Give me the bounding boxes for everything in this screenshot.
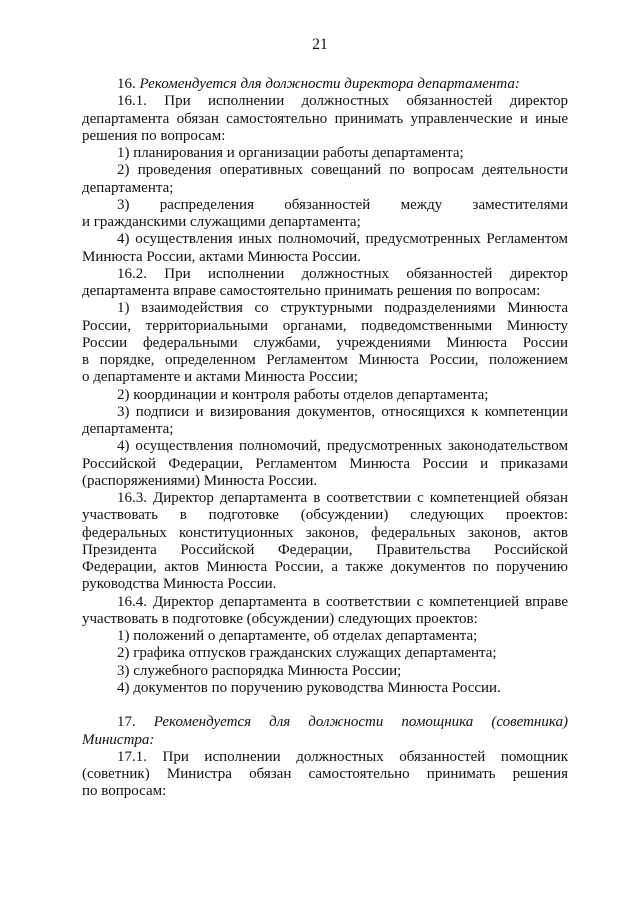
- line-text: Минюста России, актами Минюста России.: [82, 248, 361, 265]
- line-text: федеральных конституционных законов, федеральных законов, актов: [82, 524, 568, 541]
- text-line: [82, 576, 568, 593]
- paragraph-gap: [82, 697, 568, 714]
- text-line: [82, 714, 568, 731]
- line-text: 16.3. Директор департамента в соответствии с компетенцией обязан: [117, 490, 568, 506]
- line-text: 2) графика отпусков гражданских служащих департамента;: [117, 645, 497, 662]
- text-line: [82, 128, 568, 145]
- text-line: [82, 490, 568, 507]
- line-text: участвовать в подготовке (обсуждении) следующих проектов:: [82, 610, 478, 627]
- section-number: 17.: [117, 714, 154, 731]
- text-line: [82, 369, 568, 386]
- paragraph: [82, 145, 568, 162]
- line-text: 1) планирования и организации работы департамента;: [117, 145, 464, 161]
- text-line: [82, 438, 568, 455]
- paragraph: [82, 490, 568, 594]
- text-line: [82, 352, 568, 369]
- text-line: [82, 663, 568, 680]
- line-text: Российской Федерации, Регламентом Минюста России и приказами: [82, 455, 568, 472]
- text-line: [82, 594, 568, 611]
- text-line: [82, 318, 568, 335]
- paragraph: [82, 680, 568, 697]
- text-line: [82, 93, 568, 110]
- line-text: департамента;: [82, 179, 174, 196]
- text-line: [82, 214, 568, 231]
- text-line: [82, 162, 568, 179]
- line-text: 3) подписи и визирования документов, относящихся к компетенции: [117, 403, 568, 420]
- paragraph: [82, 300, 568, 386]
- line-text: (советник) Министра обязан самостоятельно принимать решения: [82, 766, 568, 782]
- line-text: России федеральными службами, учреждениями Минюста России: [82, 334, 568, 351]
- line-text: 16.2. При исполнении должностных обязанностей директор: [117, 265, 568, 282]
- line-text: участвовать в подготовке (обсуждении) следующих проектов:: [82, 507, 568, 524]
- section-heading: [82, 714, 568, 749]
- text-line: [82, 266, 568, 283]
- line-text: и гражданскими служащими департамента;: [82, 214, 361, 230]
- page-number: 21: [312, 36, 328, 53]
- text-line: [82, 249, 568, 266]
- line-text: департамента вправе самостоятельно принимать решения по вопросам:: [82, 283, 541, 299]
- line-text: Президента Российской Федерации, Правительства Российской: [82, 541, 568, 558]
- section-heading: [82, 76, 568, 93]
- paragraph: [82, 197, 568, 232]
- line-text: России, территориальными органами, подведомственными Минюсту: [82, 317, 568, 334]
- line-text: 2) координации и контроля работы отделов департамента;: [117, 386, 489, 403]
- paragraph: [82, 628, 568, 645]
- paragraph: [82, 749, 568, 801]
- line-text: в порядке, определенном Регламентом Минюста России, положением: [82, 352, 568, 368]
- paragraph: [82, 645, 568, 662]
- line-text: 16.1. При исполнении должностных обязанностей директор: [117, 93, 568, 110]
- text-line: [82, 783, 568, 800]
- section-number: 16.: [117, 76, 140, 92]
- line-text: 3) распределения обязанностей между заместителями: [117, 196, 568, 213]
- document-body: [82, 76, 568, 801]
- text-line: [82, 387, 568, 404]
- paragraph: [82, 387, 568, 404]
- line-text: Федерации, актов Минюста России, а также документов по поручению: [82, 559, 568, 575]
- line-text: 17.1. При исполнении должностных обязанностей помощник: [117, 748, 568, 765]
- text-line: [82, 197, 568, 214]
- line-text: Рекомендуется для должности директора департамента:: [139, 76, 520, 92]
- line-text: Министра:: [82, 731, 155, 748]
- line-text: 1) взаимодействия со структурными подразделениями Минюста: [117, 300, 568, 317]
- text-line: [82, 421, 568, 438]
- line-text: департамента;: [82, 421, 174, 437]
- line-text: департамента обязан самостоятельно принимать управленческие и иные: [82, 110, 568, 127]
- text-line: [82, 473, 568, 490]
- text-line: [82, 300, 568, 317]
- text-line: [82, 145, 568, 162]
- paragraph: [82, 162, 568, 197]
- paragraph: [82, 438, 568, 490]
- text-line: [82, 525, 568, 542]
- text-line: [82, 335, 568, 352]
- text-line: [82, 542, 568, 559]
- line-text: по вопросам:: [82, 783, 167, 800]
- line-text: 4) документов по поручению руководства Минюста России.: [117, 679, 501, 696]
- line-text: 16.4. Директор департамента в соответствии с компетенцией вправе: [117, 593, 568, 610]
- line-text: (распоряжениями) Минюста России.: [82, 472, 318, 489]
- text-line: [82, 766, 568, 783]
- paragraph: [82, 594, 568, 629]
- text-line: [82, 111, 568, 128]
- line-text: 2) проведения оперативных совещаний по вопросам деятельности: [117, 162, 568, 179]
- text-line: [82, 559, 568, 576]
- text-line: [82, 76, 568, 93]
- text-line: [82, 507, 568, 524]
- text-line: [82, 404, 568, 421]
- text-line: [82, 231, 568, 248]
- line-text: 4) осуществления полномочий, предусмотренных законодательством: [117, 438, 568, 455]
- line-text: 4) осуществления иных полномочий, предусмотренных Регламентом: [117, 231, 568, 248]
- line-text: о департаменте и актами Минюста России;: [82, 369, 359, 386]
- line-text: Рекомендуется для должности помощника (советника): [153, 714, 569, 731]
- text-line: [82, 628, 568, 645]
- text-line: [82, 645, 568, 662]
- line-text: руководства Минюста России.: [82, 576, 277, 593]
- text-line: [82, 732, 568, 749]
- text-line: [82, 680, 568, 697]
- paragraph: [82, 404, 568, 439]
- line-text: 1) положений о департаменте, об отделах департамента;: [117, 628, 478, 644]
- text-line: [82, 611, 568, 628]
- text-line: [82, 456, 568, 473]
- paragraph: [82, 663, 568, 680]
- paragraph: [82, 231, 568, 266]
- paragraph: [82, 93, 568, 145]
- text-line: [82, 749, 568, 766]
- line-text: решения по вопросам:: [82, 127, 226, 144]
- line-text: 3) служебного распорядка Минюста России;: [117, 662, 402, 679]
- text-line: [82, 180, 568, 197]
- paragraph: [82, 266, 568, 301]
- text-line: [82, 283, 568, 300]
